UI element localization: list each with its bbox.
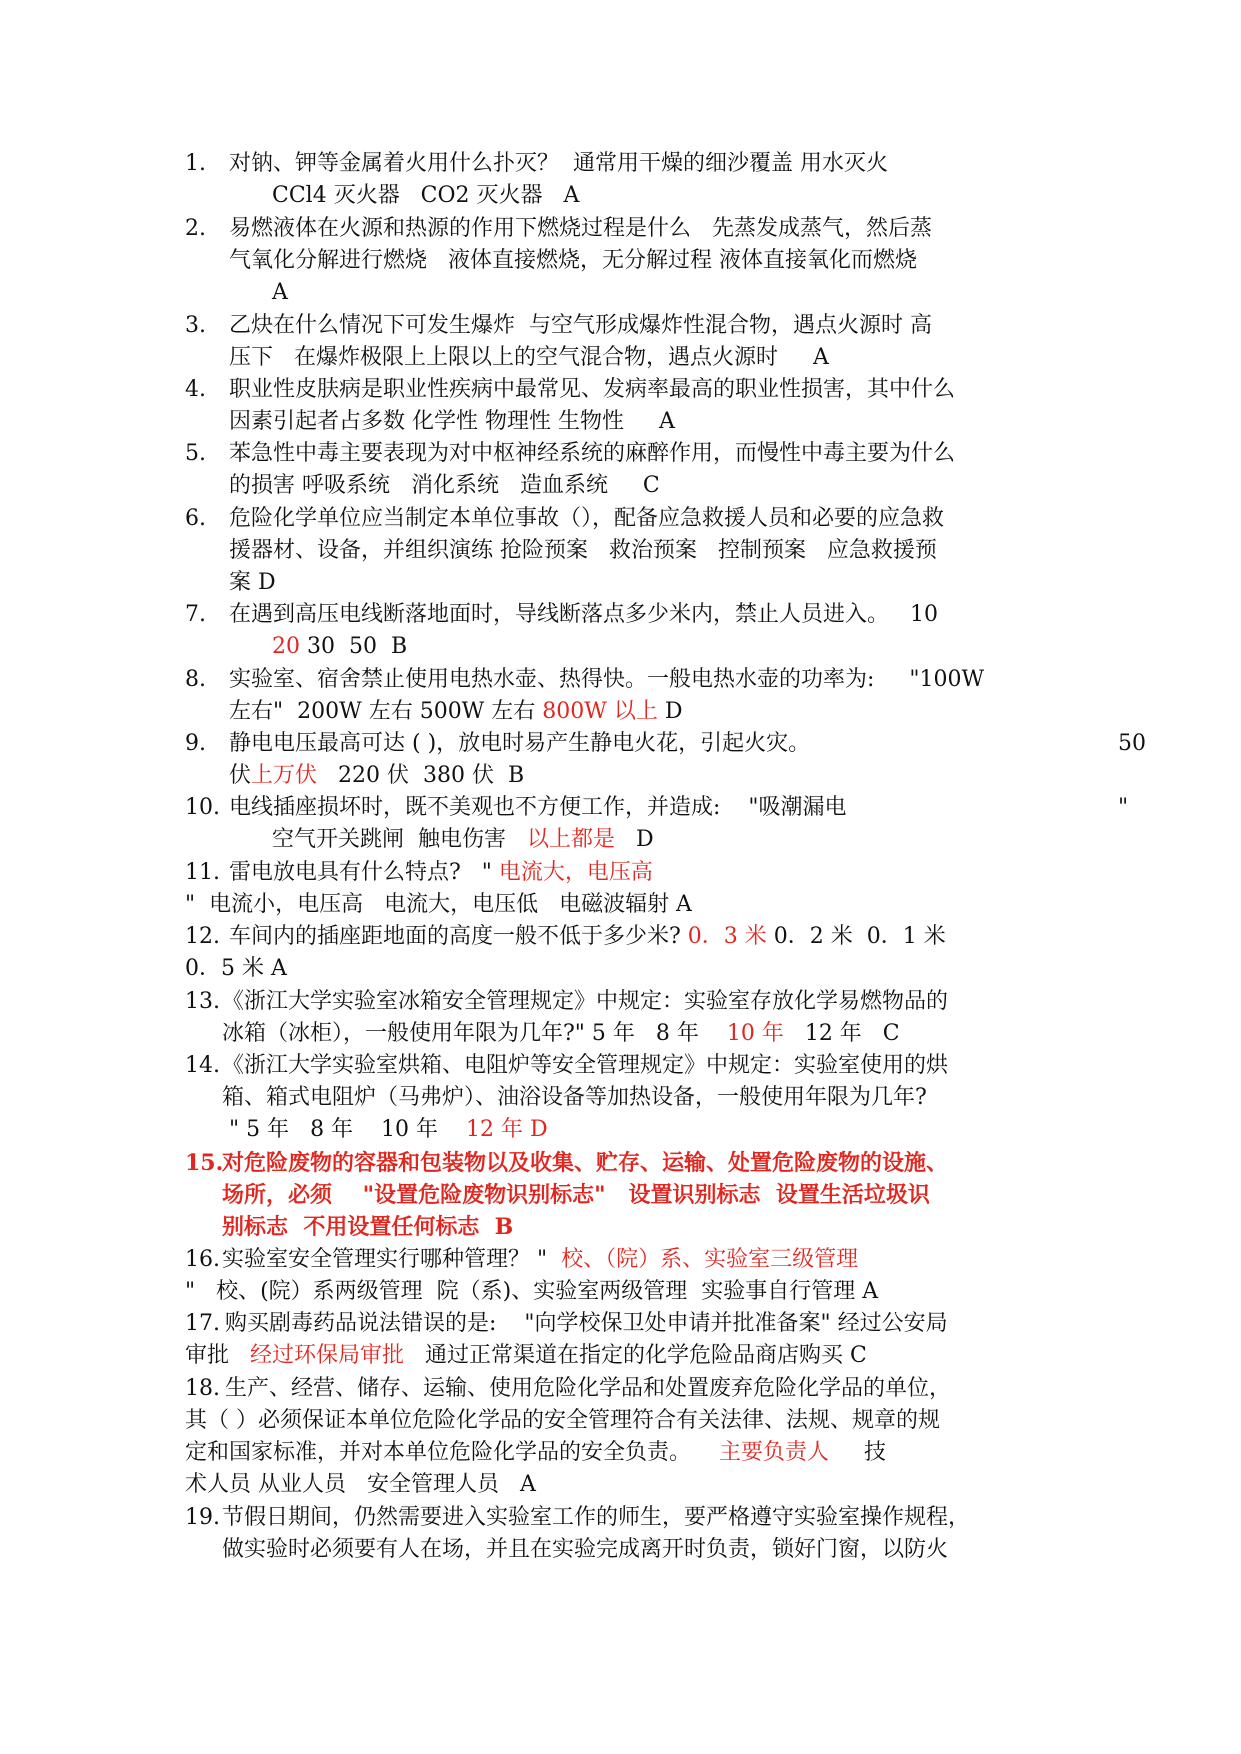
question-text: 易燃液体在火源和热源的作用下燃烧过程是什么 先蒸发成蒸气，然后蒸 xyxy=(229,216,932,241)
question-number: 15. xyxy=(185,1150,224,1176)
question-number: 13. xyxy=(185,989,220,1014)
answer-highlight: 上万伏 xyxy=(251,763,318,788)
question-text-main: 雷电放电具有什么特点? " xyxy=(229,860,499,885)
question-text: 对危险废物的容器和包装物以及收集、贮存、运输、处置危险废物的设施、 xyxy=(222,1150,949,1176)
answer-letter: D xyxy=(657,699,683,724)
question-number: 14. xyxy=(185,1053,220,1078)
answer-highlight: 12 年 D xyxy=(466,1117,548,1142)
options-text: 12 年 C xyxy=(783,1021,900,1046)
question-text-cont: 做实验时必须要有人在场，并且在实验完成离开时负责，锁好门窗，以防火 xyxy=(222,1537,949,1562)
question-options xyxy=(185,1340,867,1372)
question-options xyxy=(272,824,654,856)
question-number: 19. xyxy=(185,1505,220,1530)
options-text: 技 xyxy=(829,1440,886,1465)
question-number: 5. xyxy=(185,441,206,466)
question-number: 18. xyxy=(185,1376,220,1401)
answer-highlight: 以上都是 xyxy=(526,827,615,852)
question-text: 在遇到高压电线断落地面时，导线断落点多少米内，禁止人员进入。 10 xyxy=(229,602,938,627)
question-options: 场所，必须 "设置危险废物识别标志" 设置识别标志 设置生活垃圾识 xyxy=(222,1182,930,1208)
options-text: 通过正常渠道在指定的化学危险品商店购买 C xyxy=(404,1343,867,1368)
question-options: 因素引起者占多数 化学性 物理性 生物性 A xyxy=(229,409,675,434)
question-options xyxy=(222,1018,900,1050)
question-answer: 别标志 不用设置任何标志 B xyxy=(222,1214,514,1240)
options-text: 定和国家标准，并对本单位危险化学品的安全负责。 xyxy=(185,1440,719,1465)
question-text-main: 实验室安全管理实行哪种管理？ " xyxy=(222,1247,562,1272)
question-options: " 校、(院）系两级管理 院（系)、实验室两级管理 实验事自行管理 A xyxy=(185,1279,879,1304)
question-text: 节假日期间，仍然需要进入实验室工作的师生，要严格遵守实验室操作规程， xyxy=(222,1505,971,1530)
question-text-cont: 其（ ）必须保证本单位危险化学品的安全管理符合有关法律、法规、规章的规 xyxy=(185,1408,940,1433)
question-text: 乙炔在什么情况下可发生爆炸 与空气形成爆炸性混合物，遇点火源时 高 xyxy=(229,313,932,338)
question-text: 实验室、宿舍禁止使用电热水壶、热得快。一般电热水壶的功率为: "100W xyxy=(229,667,985,692)
question-options: 压下 在爆炸极限上上限以上的空气混合物，遇点火源时 A xyxy=(229,345,829,370)
question-answer: 案 D xyxy=(229,570,276,595)
options-text: 220 伏 380 伏 B xyxy=(317,763,525,788)
question-options: 援器材、设备，并组织演练 抢险预案 救治预案 控制预案 应急救援预 xyxy=(229,538,937,563)
question-options: 的损害 呼吸系统 消化系统 造血系统 C xyxy=(229,473,660,498)
question-number: 7. xyxy=(185,602,206,627)
options-text: 0．2 米 0．1 米 xyxy=(766,924,946,949)
answer-highlight: 800W 以上 xyxy=(542,699,658,724)
options-text: 左右" 200W 左右 500W 左右 xyxy=(229,699,543,724)
answer-highlight: 主要负责人 xyxy=(718,1440,829,1465)
question-options xyxy=(222,1114,548,1146)
answer-letter: D xyxy=(614,827,654,852)
answer-highlight: 电流大，电压高 xyxy=(498,860,653,885)
options-text: 30 50 B xyxy=(300,634,408,659)
question-number: 2. xyxy=(185,216,206,241)
answer-highlight: 校、（院）系、实验室三级管理 xyxy=(561,1247,859,1272)
question-text: 危险化学单位应当制定本单位事故（），配备应急救援人员和必要的应急救 xyxy=(229,506,945,531)
question-options xyxy=(272,631,407,663)
answer-highlight: 10 年 xyxy=(726,1021,784,1046)
question-number: 17. xyxy=(185,1311,220,1336)
question-text xyxy=(229,921,946,953)
question-options xyxy=(185,1437,886,1469)
question-options: 气氧化分解进行燃烧 液体直接燃烧，无分解过程 液体直接氧化而燃烧 xyxy=(229,248,917,273)
question-text: 静电电压最高可达 ( )，放电时易产生静电火花，引起火灾。 xyxy=(229,731,811,756)
question-number: 4. xyxy=(185,377,206,402)
answer-highlight: 0．3 米 xyxy=(687,924,767,949)
question-text: 对钠、钾等金属着火用什么扑灭？ 通常用干燥的细沙覆盖 用水灭火 xyxy=(229,151,888,176)
question-options xyxy=(229,696,683,728)
question-text-tail: 50 xyxy=(1118,731,1146,756)
options-text: " 5 年 8 年 10 年 xyxy=(222,1117,466,1142)
question-text-tail: " xyxy=(1118,795,1129,820)
question-options: " 电流小，电压高 电流大，电压低 电磁波辐射 A xyxy=(185,892,692,917)
question-number: 11. xyxy=(185,860,220,885)
question-number: 16. xyxy=(185,1247,220,1272)
question-text-cont: 箱、箱式电阻炉（马弗炉）、油浴设备等加热设备，一般使用年限为几年? xyxy=(222,1085,927,1110)
question-number: 3. xyxy=(185,313,206,338)
options-text: 伏 xyxy=(229,763,252,788)
question-text: 苯急性中毒主要表现为对中枢神经系统的麻醉作用，而慢性中毒主要为什么 xyxy=(229,441,956,466)
question-text: 电线插座损坏时，既不美观也不方便工作，并造成: "吸潮漏电 xyxy=(229,795,847,820)
question-text-main: 车间内的插座距地面的高度一般不低于多少米? xyxy=(229,924,688,949)
question-options: CCl4 灭火器 CO2 灭火器 A xyxy=(272,183,580,208)
question-options: 0．5 米 A xyxy=(185,956,287,981)
options-text: 冰箱（冰柜），一般使用年限为几年?" 5 年 8 年 xyxy=(222,1021,727,1046)
question-text: 《浙江大学实验室冰箱安全管理规定》中规定：实验室存放化学易燃物品的 xyxy=(222,989,949,1014)
question-text: 生产、经营、储存、运输、使用危险化学品和处置废弃危险化学品的单位， xyxy=(218,1376,951,1401)
question-text: 购买剧毒药品说法错误的是: "向学校保卫处申请并批准备案" 经过公安局 xyxy=(218,1311,948,1336)
question-text: 《浙江大学实验室烘箱、电阻炉等安全管理规定》中规定：实验室使用的烘 xyxy=(222,1053,949,1078)
question-number: 9. xyxy=(185,731,206,756)
question-number: 1. xyxy=(185,151,206,176)
question-options xyxy=(229,760,524,792)
question-text: 职业性皮肤病是职业性疾病中最常见、发病率最高的职业性损害，其中什么 xyxy=(229,377,956,402)
question-number: 12. xyxy=(185,924,220,949)
question-number: 8. xyxy=(185,667,206,692)
question-number: 6. xyxy=(185,506,206,531)
question-options-cont: 术人员 从业人员 安全管理人员 A xyxy=(185,1472,536,1497)
answer-highlight: 经过环保局审批 xyxy=(249,1343,404,1368)
question-answer: A xyxy=(272,280,288,305)
question-text xyxy=(229,857,653,889)
options-text: 空气开关跳闸 触电伤害 xyxy=(272,827,527,852)
question-text xyxy=(222,1244,858,1276)
answer-highlight: 20 xyxy=(272,634,300,659)
question-number: 10. xyxy=(185,795,220,820)
options-text: 审批 xyxy=(185,1343,250,1368)
